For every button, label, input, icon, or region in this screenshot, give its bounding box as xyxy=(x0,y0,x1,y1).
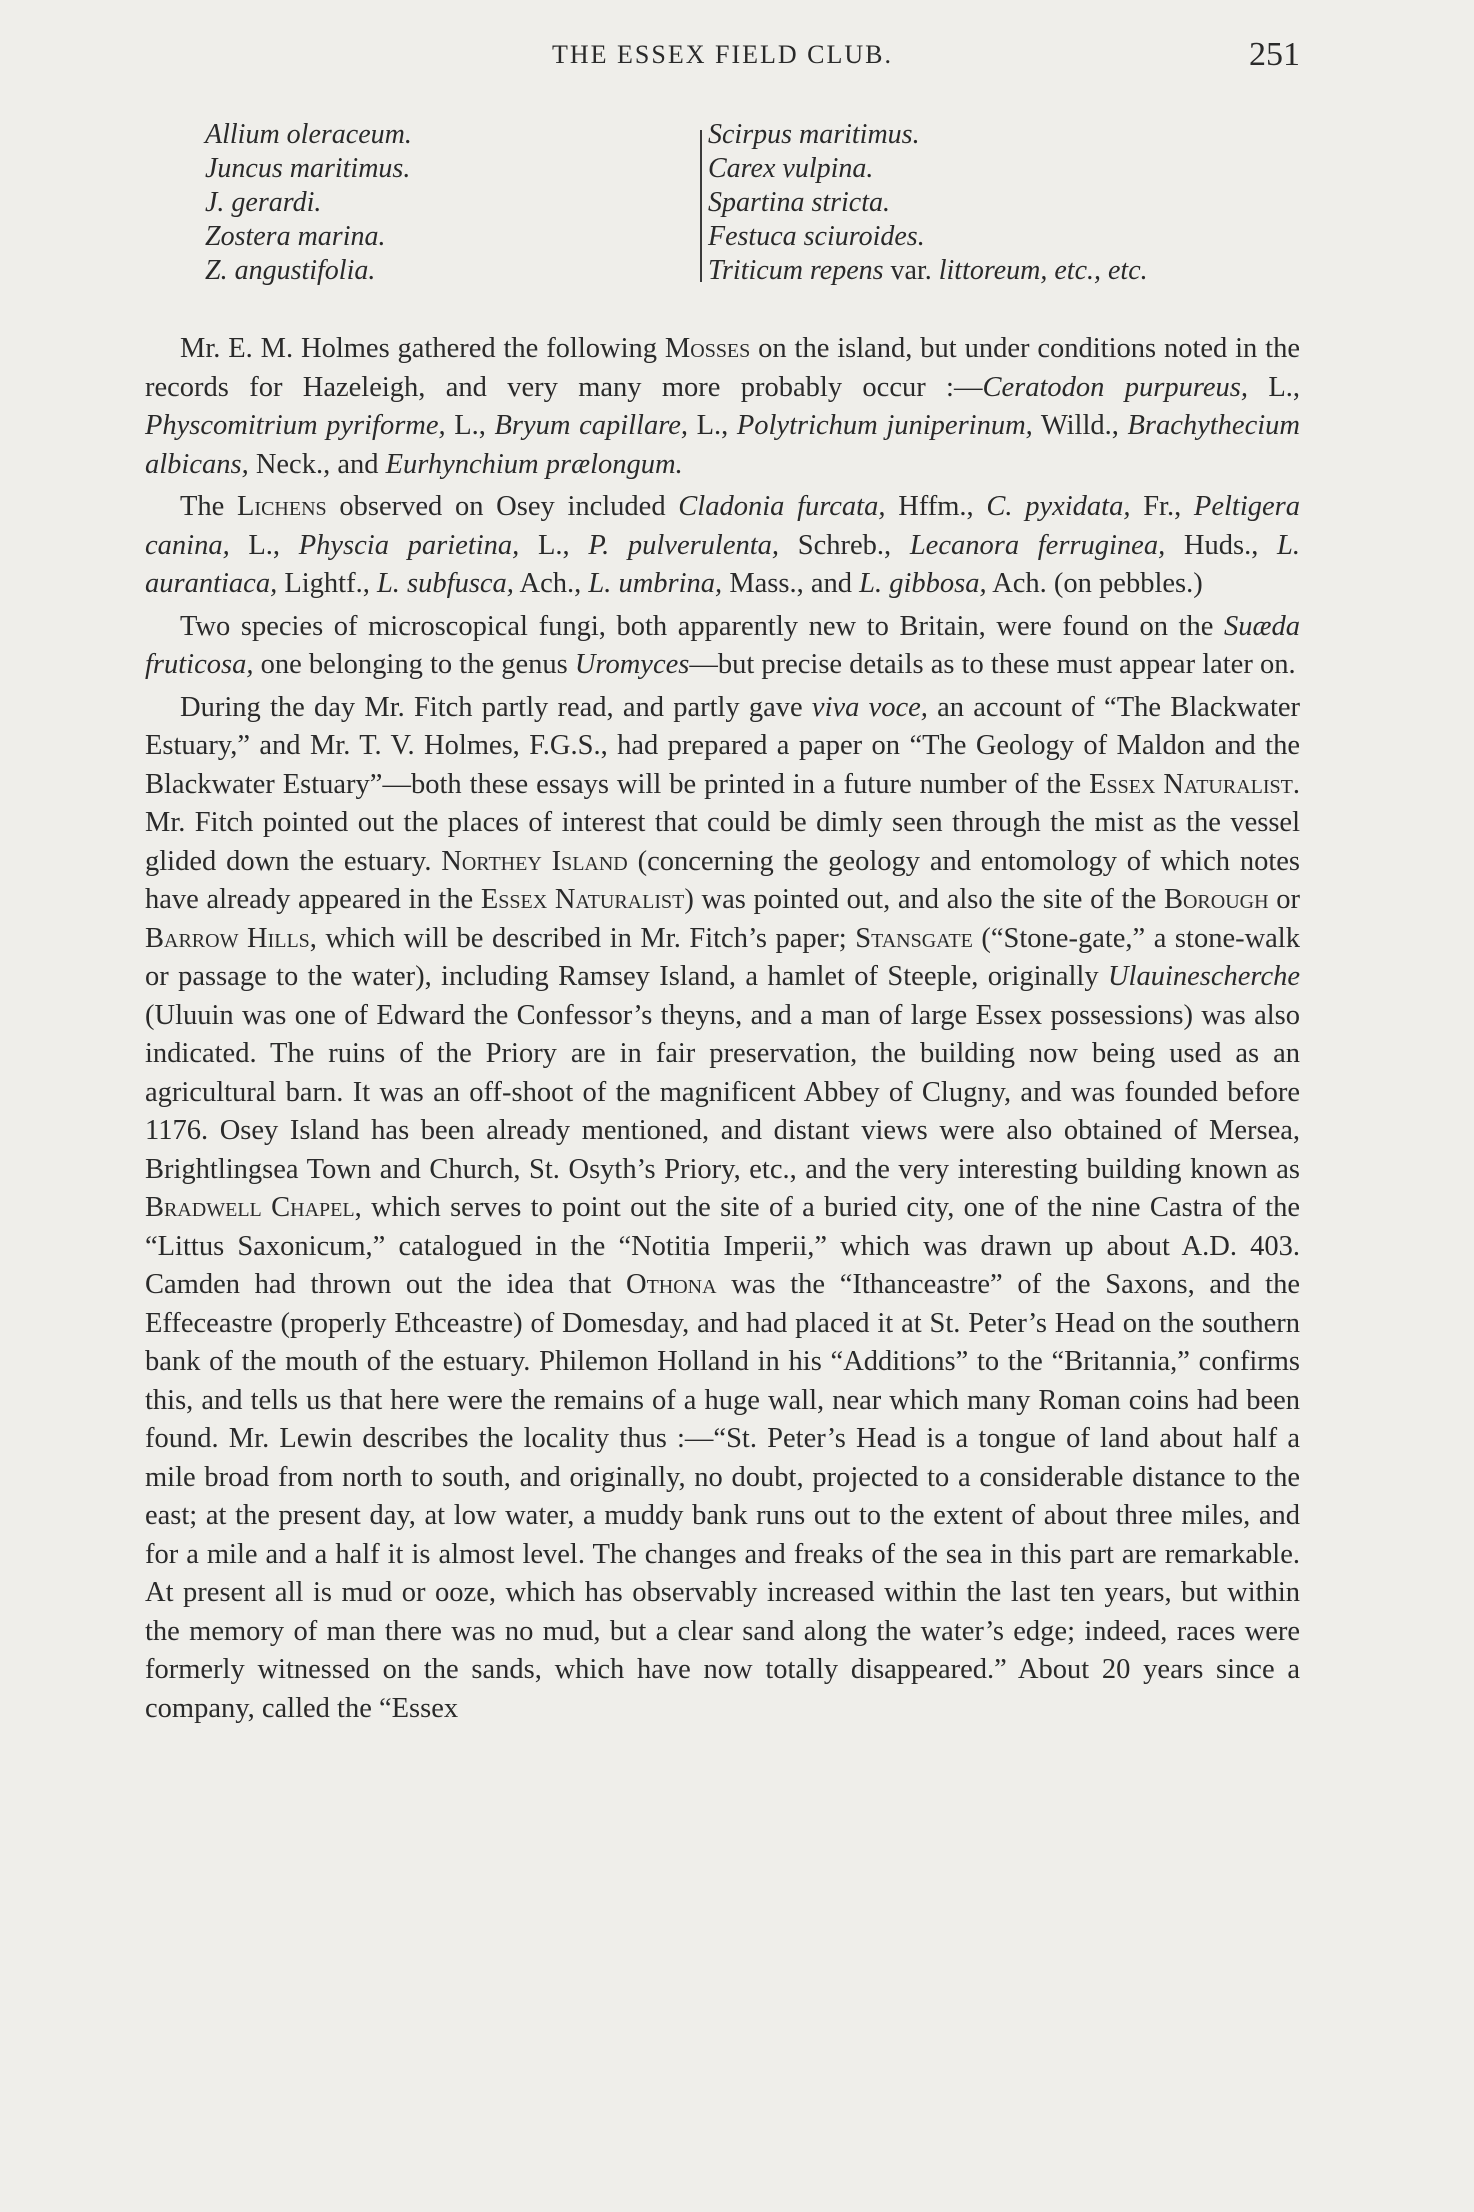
paragraph-mosses xyxy=(145,330,1300,484)
species-item: Zostera marina. xyxy=(205,221,386,252)
text-run: (concerning the geology and entomology of which notes have already appeared in the xyxy=(145,845,1300,915)
text-run: Brachythecium albicans, xyxy=(145,410,1300,480)
text-run: Schreb., xyxy=(779,529,910,561)
text-run: Physcomitrium pyriforme, xyxy=(145,410,446,441)
text-run: observed on Osey included xyxy=(326,491,679,522)
text-run: The xyxy=(180,491,238,522)
text-run: During the day Mr. Fitch partly read, and partly gave xyxy=(180,691,812,723)
text-run: Essex Naturalist xyxy=(480,884,685,915)
text-run: ) was pointed out, and also the site of the xyxy=(684,884,1164,915)
species-column-left xyxy=(205,118,412,288)
text-run: P. pulverulenta, xyxy=(588,529,780,561)
text-run: Mr. E. M. Holmes gathered the following xyxy=(180,333,665,364)
species-item: J. gerardi. xyxy=(205,187,322,218)
text-run: Mass., and xyxy=(722,568,860,599)
text-run: Bradwell Chapel, xyxy=(145,1192,362,1223)
species-item: Allium oleraceum. xyxy=(205,119,412,150)
text-run: Lightf., xyxy=(277,568,377,599)
text-run: Two species of microscopical fungi, both apparently new to Britain, were found on the xyxy=(180,610,1224,642)
text-run: Peltigera canina, xyxy=(145,491,1300,561)
species-item: Spartina stricta. xyxy=(708,187,891,218)
species-column-right xyxy=(708,118,1148,288)
text-run: Willd., xyxy=(1032,410,1128,441)
text-run: Cladonia furcata, xyxy=(678,491,886,522)
variety-name: littoreum, etc., etc. xyxy=(938,255,1148,286)
text-run: L. gibbosa, xyxy=(859,568,987,599)
text-run: an account of “The Blackwater Estuary,” and Mr. T. V. Holmes, F.G.S., had prepared a paper on “The Geology of Maldon and the Blackwater Estuary”—both these essays will be printed in a future number of the xyxy=(145,691,1301,800)
text-run: was the “Ithanceastre” of the Saxons, and the Effeceastre (properly Ethceastre) of Domesday, and had placed it at St. Peter’s Head on the southern bank of the mouth of the estuary. Philemon Holland in his “Additions” to the “Britannia,” confirms this, and tells us that here were the remains of a huge wall, near which many Roman coins had been found. Mr. Lewin describes the locality thus :—“St. Peter’s Head is a tongue of land about half a mile broad from north to south, and originally, no doubt, projected to a considerable distance to the east; at the present day, at low water, a muddy bank runs out to the extent of about three miles, and for a mile and a half it is almost level. The changes and freaks of the sea in this part are remarkable. At present all is mud or ooze, which has observably increased within the last ten years, but within the memory of man there was no mud, but a clear sand along the water’s edge; indeed, races were formerly witnessed on the sands, which have now totally disappeared.” About 20 years since a company, called the “Essex xyxy=(145,1269,1300,1724)
text-run: Ulauinescherche xyxy=(1107,961,1300,992)
text-run: Ach., xyxy=(513,568,589,599)
text-run: Uromyces xyxy=(574,649,690,680)
text-run: L., xyxy=(445,410,495,441)
text-run: L. umbrina, xyxy=(588,568,723,599)
text-run: Lichens xyxy=(237,491,327,522)
species-item: Scirpus maritimus. xyxy=(708,119,920,150)
text-run: Lecanora ferruginea, xyxy=(909,529,1166,561)
text-run: Stansgate xyxy=(855,922,973,954)
text-run: Hffm., xyxy=(885,491,987,522)
text-run: L. subfusca, xyxy=(376,568,514,599)
text-run: on the island, but under conditions noted in the records for Hazeleigh, and very many more probably occur :— xyxy=(145,333,1300,403)
text-run: (“Stone-gate,” a stone-walk or passage to the water), including Ramsey Island, a hamlet of Steeple, originally xyxy=(145,922,1300,992)
text-run: Borough xyxy=(1163,884,1269,915)
page-number: 251 xyxy=(1249,36,1300,73)
text-run: one belonging to the genus xyxy=(253,649,575,680)
text-run: Polytrichum juniperinum, xyxy=(736,410,1033,441)
text-run: Essex Naturalist. xyxy=(1089,768,1300,800)
text-run: Neck., and xyxy=(248,448,386,480)
page-header xyxy=(145,36,1300,80)
text-run: Suæda fruticosa, xyxy=(145,610,1300,680)
species-item-last xyxy=(708,254,1148,288)
text-run: Mosses xyxy=(664,333,751,364)
text-run: L. aurantiaca, xyxy=(145,529,1300,599)
text-run: —but precise details as to these must appear later on. xyxy=(689,649,1296,680)
text-run: Fr., xyxy=(1130,491,1194,522)
text-run: Barrow Hills, xyxy=(145,922,317,954)
text-run: Eurhynchium prælongum. xyxy=(385,448,683,480)
species-item: Z. angustifolia. xyxy=(205,255,376,286)
text-run: Mr. Fitch pointed out the places of interest that could be dimly seen through the mist as the vessel glided down the estuary. xyxy=(145,807,1300,877)
text-run: (Uluuin was one of Edward the Confessor’s theyns, and a man of large Essex possessions) was also indicated. The ruins of the Priory are in fair preservation, the building now being used as an agricultural barn. It was an off-shoot of the magnificent Abbey of Clugny, and was founded before 1176. Osey Island has been already mentioned, and distant views were also obtained of Mersea, Brightlingsea Town and Church, St. Osyth’s Priory, etc., and the very interesting building known as xyxy=(145,999,1300,1185)
text-run: Northey Island xyxy=(441,845,628,877)
species-list xyxy=(145,118,1300,288)
species-item: Juncus maritimus. xyxy=(205,153,411,184)
paragraph-lichens xyxy=(145,488,1300,604)
text-run: Huds., xyxy=(1165,529,1278,561)
text-run: L., xyxy=(229,529,299,561)
text-run: or xyxy=(1268,884,1300,915)
paragraph-fungi xyxy=(145,608,1300,685)
text-run: C. pyxidata, xyxy=(986,491,1131,522)
text-run: Physcia parietina, xyxy=(298,529,520,561)
text-run: L., xyxy=(1247,371,1300,403)
text-run: L., xyxy=(519,529,589,561)
body-text xyxy=(145,330,1300,1732)
text-run: Bryum capillare, xyxy=(494,410,689,441)
text-run: Ceratodon purpureus, xyxy=(982,371,1248,403)
paragraph-estuary xyxy=(145,689,1300,1729)
column-divider xyxy=(700,130,702,282)
text-run: Othona xyxy=(625,1269,717,1300)
species-item: Festuca sciuroides. xyxy=(708,221,925,252)
text-run: viva voce, xyxy=(811,691,928,723)
var-abbrev: var. xyxy=(883,255,939,286)
running-title: THE ESSEX FIELD CLUB. xyxy=(552,40,893,69)
text-run: Ach. (on pebbles.) xyxy=(986,568,1203,599)
species-item: Carex vulpina. xyxy=(708,153,874,184)
text-run: which will be described in Mr. Fitch’s paper; xyxy=(316,922,856,954)
text-run: L., xyxy=(688,410,737,441)
species-name: Triticum repens xyxy=(708,255,884,286)
text-run: which serves to point out the site of a buried city, one of the nine Castra of the “Littus Saxonicum,” catalogued in the “Notitia Imperii,” which was drawn up about A.D. 403. Camden had thrown out the idea that xyxy=(145,1192,1300,1300)
